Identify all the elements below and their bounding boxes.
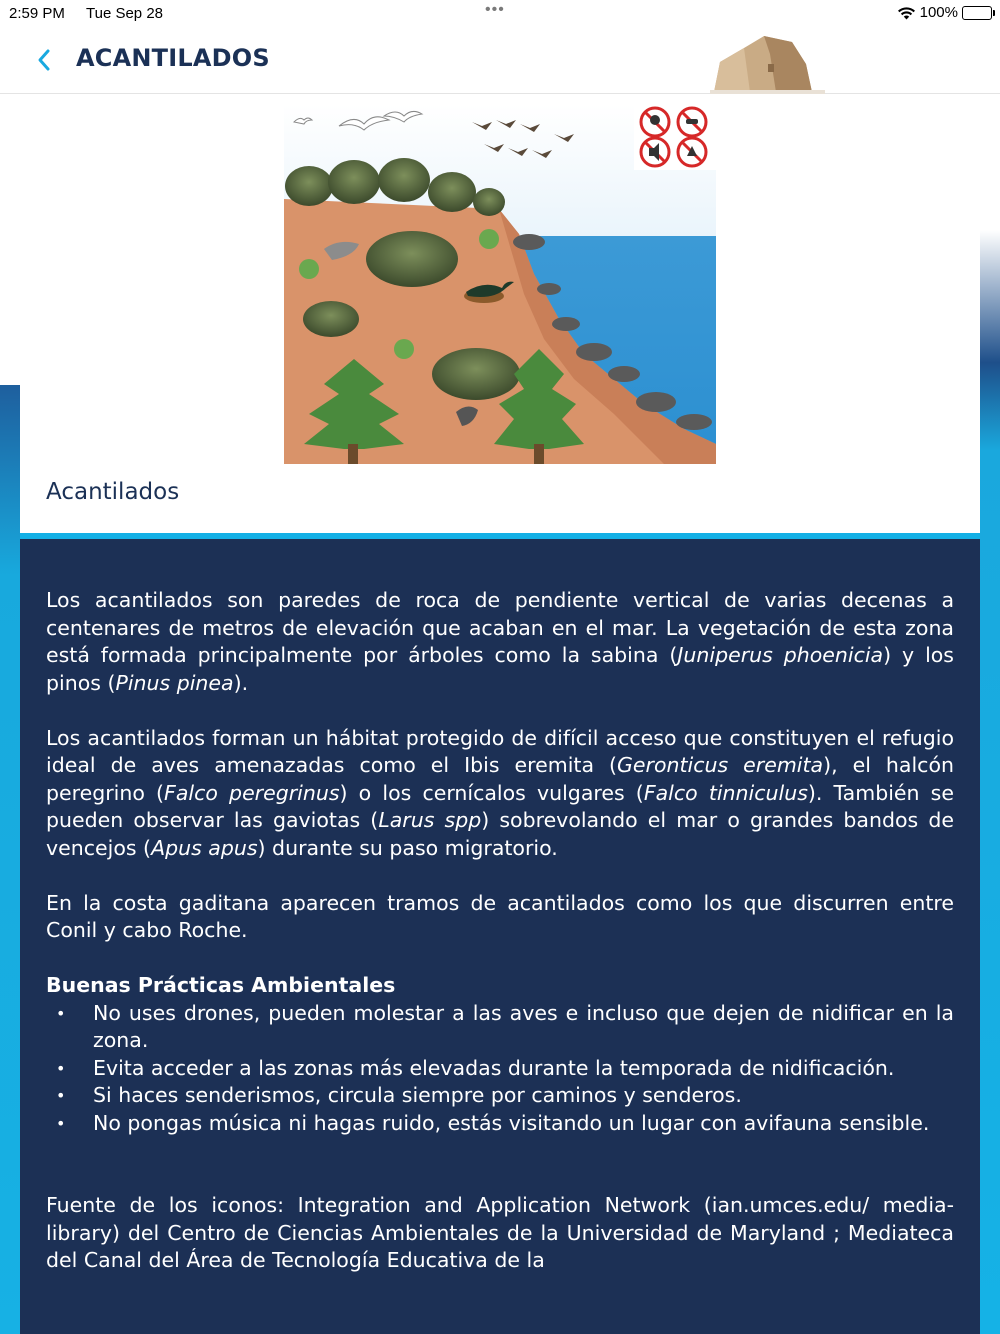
list-item: • Si haces senderismos, circula siempre por caminos y senderos.: [46, 1082, 954, 1110]
wifi-icon: [897, 6, 916, 20]
tower-logo: [710, 34, 825, 94]
image-card: [20, 95, 980, 533]
status-date: Tue Sep 28: [86, 5, 163, 22]
background-decoration-left: [0, 385, 20, 1334]
card-title: Acantilados: [46, 479, 180, 505]
paragraph-vegetation: Los acantilados son paredes de roca de pendiente vertical de varias decenas a centenares de metros de elevación que acaban en el mar. La vegetación de esta zona está formada principalmente por árboles como la sabina (Juniperus phoenicia) y los pinos (Pinus pinea).: [46, 588, 954, 695]
list-item: • No pongas música ni hagas ruido, estás visitando un lugar con avifauna sensible.: [46, 1110, 954, 1138]
cliff-habitat-illustration: [284, 104, 716, 464]
battery-percentage: 100%: [919, 4, 958, 21]
background-decoration-right: [980, 230, 1000, 1334]
paragraph-birds: Los acantilados forman un hábitat protegido de difícil acceso que constituyen el refugio ideal de aves amenazadas como el Ibis eremita (Geronticus eremita), el halcón peregrino (Falco peregrinus) o los cernícalos vulgares (Falco tinniculus). También se pueden observar las gaviotas (Larus spp) sobrevolando el mar o grandes bandos de vencejos (Apus apus) durante su paso migratorio.: [46, 725, 954, 860]
navigation-bar: [0, 28, 1000, 94]
status-time: 2:59 PM: [9, 5, 65, 22]
multitasking-dots-icon[interactable]: •••: [485, 1, 505, 18]
good-practices-title: Buenas Prácticas Ambientales: [46, 973, 396, 997]
good-practices-list: [46, 1000, 954, 1138]
status-indicators: [897, 4, 992, 21]
content-panel: [20, 539, 980, 1334]
list-item: • No uses drones, pueden molestar a las aves e incluso que dejen de nidificar en la zona.: [46, 1000, 954, 1055]
list-item: • Evita acceder a las zonas más elevadas durante la temporada de nidificación.: [46, 1055, 954, 1083]
battery-icon: [962, 6, 992, 20]
source-credits: Fuente de los iconos: Integration and Application Network (ian.umces.edu/ media-library) del Centro de Ciencias Ambientales de la Universidad de Maryland ; Mediateca del Canal del Área de Tecnología Educativa de la: [46, 1193, 954, 1272]
status-bar: [0, 0, 1000, 28]
description-text: [46, 587, 954, 1302]
chevron-left-icon: [30, 44, 62, 76]
page-title: ACANTILADOS: [76, 44, 270, 72]
paragraph-location: En la costa gaditana aparecen tramos de acantilados como los que discurren entre Conil y cabo Roche.: [46, 890, 954, 942]
back-button[interactable]: [30, 44, 62, 76]
